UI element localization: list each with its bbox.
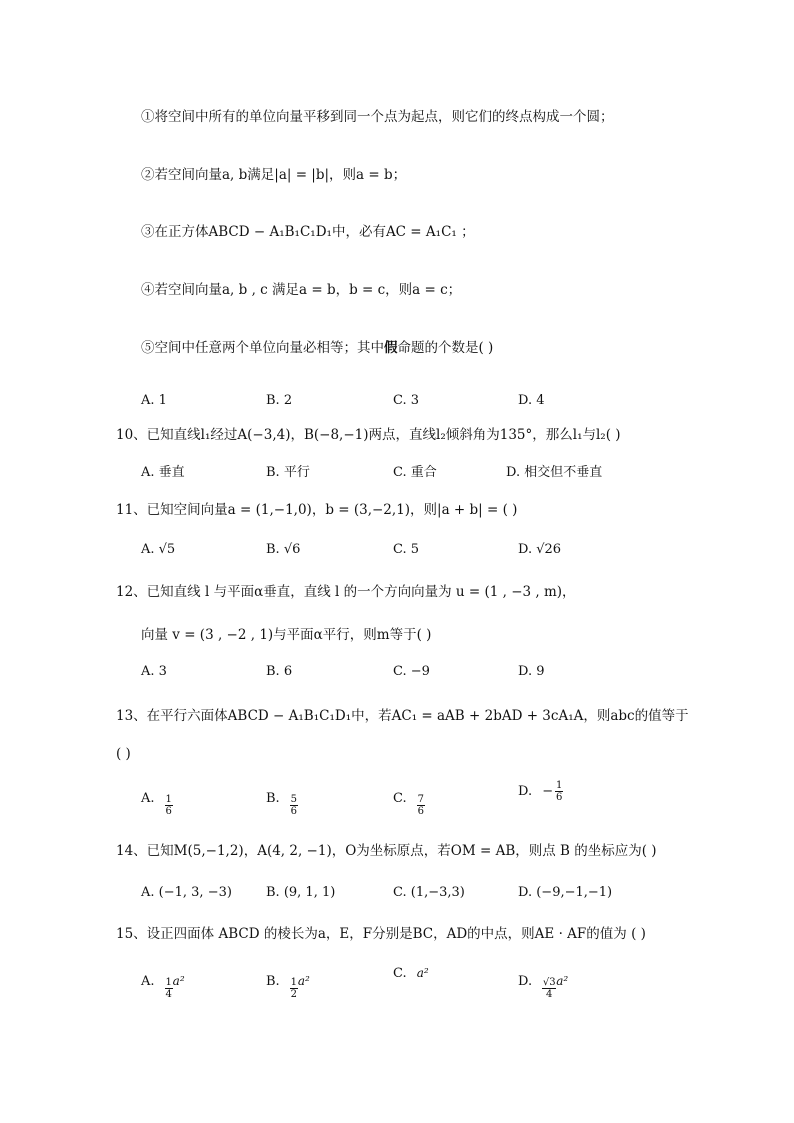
q12-option-c: C. −9 [393, 664, 430, 679]
statement-5 [141, 338, 493, 358]
q12-option-d: D. 9 [518, 664, 545, 679]
statement-5-prefix: ⑤空间中任意两个单位向量必相等；其中 [141, 340, 384, 356]
q15-option-b-tail: a² [297, 974, 310, 988]
q15-option-d-label: D. [518, 974, 533, 989]
q13-option-a-fraction [165, 794, 173, 817]
denominator: 6 [165, 806, 172, 817]
q13-option-d-fraction [555, 780, 563, 803]
question-12-text-2: 向量 v = (3 , −2 , 1)与平面α平行，则m等于( ) [141, 627, 432, 643]
statement-5-suffix: 命题的个数是( ) [397, 340, 494, 356]
question-13-text-2: ( ) [116, 746, 131, 762]
q11-option-d: D. √26 [518, 542, 562, 557]
denominator: 6 [417, 806, 424, 817]
q15-option-a [141, 963, 185, 1000]
q10-option-a: A. 垂直 [141, 465, 185, 480]
q15-option-c [393, 963, 429, 984]
q13-option-d-label: D. [518, 784, 533, 799]
q15-option-a-fraction [165, 977, 173, 1000]
question-15-text: 15、设正四面体 ABCD 的棱长为a，E，F分别是BC，AD的中点，则AE · AF的值为 ( ) [116, 926, 646, 942]
numerator: 1 [165, 794, 172, 805]
statement-3: ③在正方体ABCD − A₁B₁C₁D₁中，必有AC = A₁C₁ ； [141, 224, 475, 240]
q11-option-c: C. 5 [393, 542, 420, 557]
q14-option-d: D. (−9,−1,−1) [518, 885, 613, 900]
q13-option-c-label: C. [393, 791, 407, 806]
q13-option-d [518, 780, 563, 803]
question-11-text: 11、已知空间向量a = (1,−1,0)，b = (3,−2,1)，则|a + b| = ( ) [116, 502, 518, 518]
q15-option-b [266, 963, 310, 1000]
question-13-text-1: 13、在平行六面体ABCD − A₁B₁C₁D₁中，若AC₁ = aAB + 2bAD + 3cA₁A，则abc的值等于 [116, 708, 689, 724]
q15-option-d-fraction [542, 977, 556, 1000]
q15-option-d [518, 963, 568, 1000]
q13-option-b [266, 780, 298, 817]
q15-option-c-label: C. [393, 966, 407, 981]
q14-option-a: A. (−1, 3, −3) [141, 885, 232, 900]
question-10-text: 10、已知直线l₁经过A(−3,4)，B(−8,−1)两点，直线l₂倾斜角为135°，那么l₁与l₂( ) [116, 427, 621, 443]
numerator: 1 [290, 977, 298, 988]
numerator: 1 [165, 977, 172, 988]
statement-2: ②若空间向量a, b满足|a| = |b|，则a = b； [141, 167, 407, 183]
numerator: 1 [555, 780, 563, 791]
statement-5-bold: 假 [384, 340, 398, 356]
numerator: 7 [417, 794, 424, 805]
q9-option-d: D. 4 [518, 393, 545, 408]
q14-option-c: C. (1,−3,3) [393, 885, 465, 900]
question-12-text-1: 12、已知直线 l 与平面α垂直，直线 l 的一个方向向量为 u = (1 , −3 , m)， [116, 584, 576, 600]
q13-option-b-label: B. [266, 791, 280, 806]
q9-option-c: C. 3 [393, 393, 420, 408]
q11-option-a: A. √5 [141, 542, 176, 557]
statement-1: ①将空间中所有的单位向量平移到同一个点为起点，则它们的终点构成一个圆； [141, 109, 614, 125]
q13-option-c-fraction [417, 794, 425, 817]
q13-option-d-sign: − [542, 784, 554, 799]
denominator: 2 [290, 989, 298, 1000]
q10-option-d: D. 相交但不垂直 [506, 465, 603, 480]
q13-option-b-fraction [290, 794, 298, 817]
q12-option-b: B. 6 [266, 664, 293, 679]
denominator: 6 [290, 806, 298, 817]
q14-option-b: B. (9, 1, 1) [266, 885, 336, 900]
denominator: 4 [165, 989, 172, 1000]
q15-option-b-fraction [290, 977, 298, 1000]
q13-option-a-label: A. [141, 791, 155, 806]
q12-option-a: A. 3 [141, 664, 167, 679]
statement-4: ④若空间向量a, b , c 满足a = b，b = c，则a = c； [141, 282, 462, 298]
q15-option-c-tail: a² [416, 966, 429, 980]
q13-option-a [141, 780, 173, 817]
q9-option-a: A. 1 [141, 393, 167, 408]
question-14-text: 14、已知M(5,−1,2)，A(4, 2, −1)，O为坐标原点，若OM = AB，则点 B 的坐标应为( ) [116, 843, 657, 859]
q15-option-d-tail: a² [556, 974, 569, 988]
q11-option-b: B. √6 [266, 542, 301, 557]
numerator: √3 [542, 977, 556, 988]
q15-option-a-label: A. [141, 974, 155, 989]
q15-option-a-tail: a² [172, 974, 185, 988]
q10-option-c: C. 重合 [393, 465, 437, 480]
q9-option-b: B. 2 [266, 393, 293, 408]
q15-option-b-label: B. [266, 974, 280, 989]
q13-option-c [393, 780, 425, 817]
denominator: 6 [555, 792, 563, 803]
numerator: 5 [290, 794, 298, 805]
q10-option-b: B. 平行 [266, 465, 310, 480]
denominator: 4 [546, 989, 553, 1000]
